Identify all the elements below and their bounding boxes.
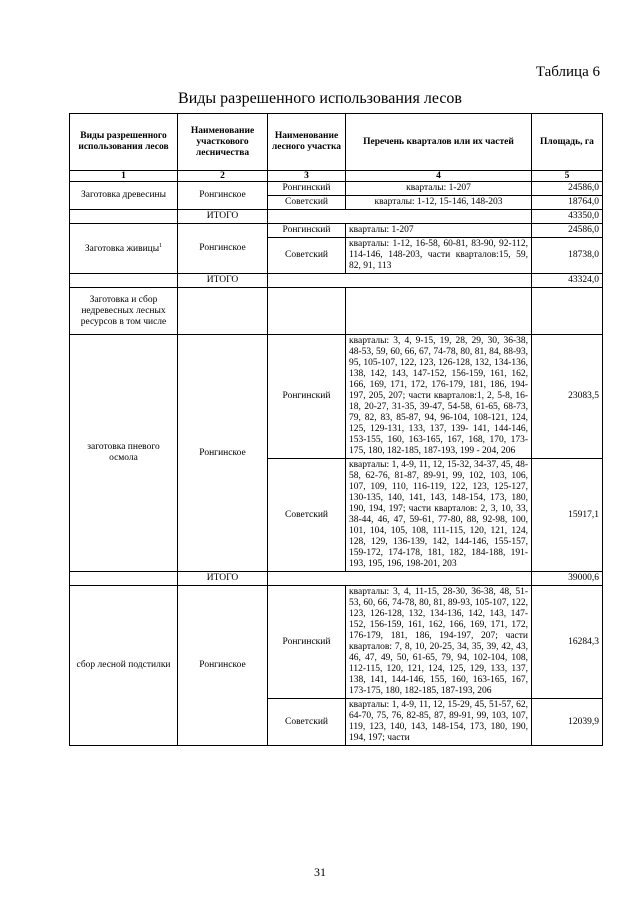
total-label: ИТОГО <box>178 572 268 586</box>
table-title: Виды разрешенного использования лесов <box>178 90 462 107</box>
empty-cell <box>532 288 603 335</box>
total-row <box>70 274 603 288</box>
district-cell: Ронгинское <box>178 182 268 210</box>
table-row <box>70 182 603 196</box>
quarters-cell: кварталы: 3, 4, 9-15, 19, 28, 29, 30, 36-38, 48-53, 59, 60, 66, 67, 74-78, 80, 81, 84, 88-93, 95, 105-107, 122, 123, 126-128, 132, 134-136, 138, 142, 143, 147-152, 156-159, 161, 162, 166, 169, 171, 172, 176-179, 181, 186, 194-197, 205, 207; части кварталов:1, 2, 5-8, 16-18, 20-27, 31-35, 39-47, 54-58, 61-65, 68-73, 79, 82, 83, 85-87, 94, 96-104, 108-121, 124, 125, 129-131, 133, 137, 139- 141, 144-146, 153-155, 160, 163-165, 167, 168, 170, 173-175, 180, 182-185, 187-193, 199 - 204, 206 <box>346 335 532 459</box>
area-cell: 24586,0 <box>532 224 603 238</box>
empty-cell <box>346 288 532 335</box>
header-plot: Наименование лесного участка <box>268 114 346 171</box>
table-row <box>70 335 603 459</box>
plot-cell: Ронгинский <box>268 586 346 699</box>
area-cell: 24586,0 <box>532 182 603 196</box>
use-kind-cell: сбор лесной подстилки <box>70 586 178 746</box>
total-area: 43350,0 <box>532 210 603 224</box>
plot-cell: Советский <box>268 238 346 274</box>
empty-cell <box>70 274 178 288</box>
header-area: Площадь, га <box>532 114 603 171</box>
quarters-cell: кварталы: 3, 4, 11-15, 28-30, 36-38, 48, 51-53, 60, 66, 74-78, 80, 81, 89-93, 105-107, 122, 123, 126-128, 132, 134-136, 142, 143, 147-152, 156-159, 161, 162, 166, 169, 171, 172, 176-179, 181, 186, 194-197, 207; части кварталов: 7, 8, 10, 20-25, 34, 35, 39, 42, 43, 46, 47, 49, 50, 61-65, 79, 94, 102-104, 108, 112-115, 120, 121, 124, 125, 129, 133, 137, 138, 141, 144-146, 155, 160, 163-165, 167, 173-175, 180, 182-185, 187-193, 206 <box>346 586 532 699</box>
district-cell: Ронгинское <box>178 586 268 746</box>
table-row <box>70 586 603 699</box>
use-kind-cell: Заготовка живицы$^1$ <box>70 224 178 274</box>
quarters-cell: кварталы: 1-12, 15-146, 148-203 <box>346 196 532 210</box>
total-label: ИТОГО <box>178 274 268 288</box>
quarters-cell: кварталы: 1-207 <box>346 182 532 196</box>
area-cell: 18738,0 <box>532 238 603 274</box>
use-kind-cell: заготовка пневого осмола <box>70 335 178 572</box>
table-row <box>70 288 603 335</box>
quarters-cell: кварталы: 1-12, 16-58, 60-81, 83-90, 92-112, 114-146, 148-203, части кварталов:15, 59, 82, 91, 113 <box>346 238 532 274</box>
area-cell: 16284,3 <box>532 586 603 699</box>
column-number: 5 <box>532 171 603 182</box>
area-cell: 18764,0 <box>532 196 603 210</box>
header-use-kinds: Виды разрешенного использования лесов <box>70 114 178 171</box>
total-area: 43324,0 <box>532 274 603 288</box>
plot-cell: Советский <box>268 196 346 210</box>
column-number: 3 <box>268 171 346 182</box>
table-caption: Таблица 6 <box>535 64 600 80</box>
area-cell: 12039,9 <box>532 699 603 746</box>
table-row <box>70 224 603 238</box>
empty-cell <box>268 572 532 586</box>
header-row <box>70 114 603 171</box>
column-number: 1 <box>70 171 178 182</box>
area-cell: 23083,5 <box>532 335 603 459</box>
plot-cell: Ронгинский <box>268 224 346 238</box>
quarters-cell: кварталы: 1, 4-9, 11, 12, 15-32, 34-37, 45, 48-58, 62-76, 81-87, 89-91, 99, 102, 103, 106, 107, 109, 110, 116-119, 122, 123, 125-127, 130-135, 140, 141, 143, 148-154, 173, 180, 190, 194, 197; части кварталов: 2, 3, 10, 33, 38-44, 46, 47, 59-61, 77-80, 88, 92-98, 100, 101, 104, 105, 108, 111-115, 120, 121, 124, 128, 129, 136-139, 142, 144-146, 155-157, 159-172, 174-178, 181, 182, 184-188, 191-193, 195, 196, 198-201, 203 <box>346 459 532 572</box>
total-row <box>70 572 603 586</box>
total-area: 39000,6 <box>532 572 603 586</box>
header-quarters: Перечень кварталов или их частей <box>346 114 532 171</box>
forest-use-table <box>69 113 603 746</box>
empty-cell <box>178 288 268 335</box>
header-district: Наименование участкового лесничества <box>178 114 268 171</box>
column-number: 4 <box>346 171 532 182</box>
empty-cell <box>268 210 532 224</box>
total-label: ИТОГО <box>178 210 268 224</box>
column-number: 2 <box>178 171 268 182</box>
page-number: 31 <box>314 865 326 879</box>
plot-cell: Советский <box>268 699 346 746</box>
empty-cell <box>268 274 532 288</box>
empty-cell <box>70 210 178 224</box>
use-kind-cell: Заготовка древесины <box>70 182 178 210</box>
district-cell: Ронгинское <box>178 335 268 572</box>
column-number-row <box>70 171 603 182</box>
total-row <box>70 210 603 224</box>
empty-cell <box>268 288 346 335</box>
plot-cell: Ронгинский <box>268 335 346 459</box>
plot-cell: Ронгинский <box>268 182 346 196</box>
plot-cell: Советский <box>268 459 346 572</box>
quarters-cell: кварталы: 1-207 <box>346 224 532 238</box>
district-cell: Ронгинское <box>178 224 268 274</box>
empty-cell <box>70 572 178 586</box>
quarters-cell: кварталы: 1, 4-9, 11, 12, 15-29, 45, 51-57, 62, 64-70, 75, 76, 82-85, 87, 89-91, 99, 103, 107, 119, 123, 140, 143, 148-154, 173, 180, 190, 194, 197; части <box>346 699 532 746</box>
area-cell: 15917,1 <box>532 459 603 572</box>
use-kind-cell: Заготовка и сбор недревесных лесных ресурсов в том числе <box>70 288 178 335</box>
